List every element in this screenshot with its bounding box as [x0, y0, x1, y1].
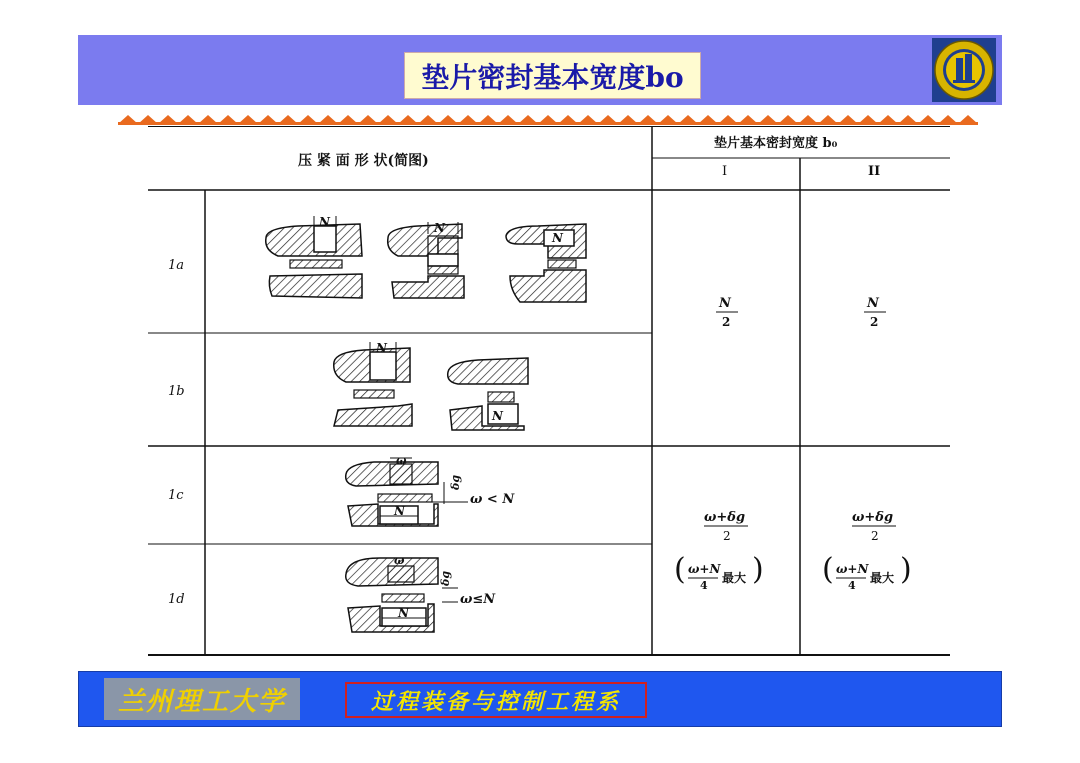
shape-column-header: 压 紧 面 形 状(简图) — [298, 153, 429, 169]
formula-cd-ii-num: ω+δg — [852, 510, 894, 525]
row-label-1c: 1c — [168, 488, 184, 503]
annotation-1c: ω < N — [470, 492, 515, 507]
formula-cd-i-max: 最大 — [722, 571, 747, 585]
row-label-1b: 1b — [168, 384, 185, 399]
diagram-1c — [346, 458, 438, 526]
formula-ab-i-den: 2 — [722, 315, 731, 329]
formula-cd-ii-max: 最大 — [870, 571, 895, 585]
formula-ab-ii-num: N — [867, 296, 879, 311]
width-column-header: 垫片基本密封宽度 b₀ — [714, 136, 838, 151]
diagram-label-delta-1c: δg — [449, 474, 463, 491]
formula-cd-i-paren-num: ω+N — [688, 562, 721, 576]
diagram-label-n-1c: N — [394, 504, 405, 518]
svg-text:N: N — [552, 231, 563, 245]
university-name: 兰州理工大学 — [104, 678, 300, 720]
diagram-label-omega-1c: ω — [396, 454, 407, 467]
gasket-width-table — [148, 126, 950, 656]
formula-ab-ii-den: 2 — [870, 315, 879, 329]
paren-open-ii: ( — [822, 552, 834, 587]
diagram-1b — [334, 341, 528, 430]
sub-header-1: I — [722, 164, 728, 179]
svg-text:N: N — [434, 221, 445, 235]
diagram-label-delta-1d: δg — [439, 570, 453, 587]
department-name: 过程装备与控制工程系 — [345, 682, 647, 718]
diagram-1a — [266, 215, 586, 302]
paren-open-i: ( — [674, 552, 686, 587]
university-seal-icon — [932, 38, 996, 102]
annotation-1d: ω≤N — [460, 592, 496, 607]
diagram-1d — [346, 558, 458, 632]
sub-header-2: II — [868, 164, 881, 179]
decorative-divider — [118, 112, 978, 126]
formula-ab-i-num: N — [719, 296, 731, 311]
svg-text:N: N — [376, 341, 387, 355]
diagram-label-n-1d: N — [398, 606, 409, 620]
formula-cd-i-num: ω+δg — [704, 510, 746, 525]
formula-cd-ii-den: 2 — [871, 529, 879, 543]
formula-cd-ii-paren-den: 4 — [848, 579, 856, 592]
formula-cd-ii-paren-num: ω+N — [836, 562, 869, 576]
formula-cd-i-den: 2 — [723, 529, 731, 543]
page-title: 垫片密封基本宽度bo — [404, 52, 701, 99]
row-label-1d: 1d — [168, 592, 185, 607]
paren-close-ii: ) — [900, 552, 912, 587]
svg-text:N: N — [492, 409, 503, 423]
diagram-label-omega-1d: ω — [394, 554, 405, 567]
formula-cd-i-paren-den: 4 — [700, 579, 708, 592]
paren-close-i: ) — [752, 552, 764, 587]
row-label-1a: 1a — [168, 258, 185, 273]
svg-text:N: N — [319, 215, 330, 229]
